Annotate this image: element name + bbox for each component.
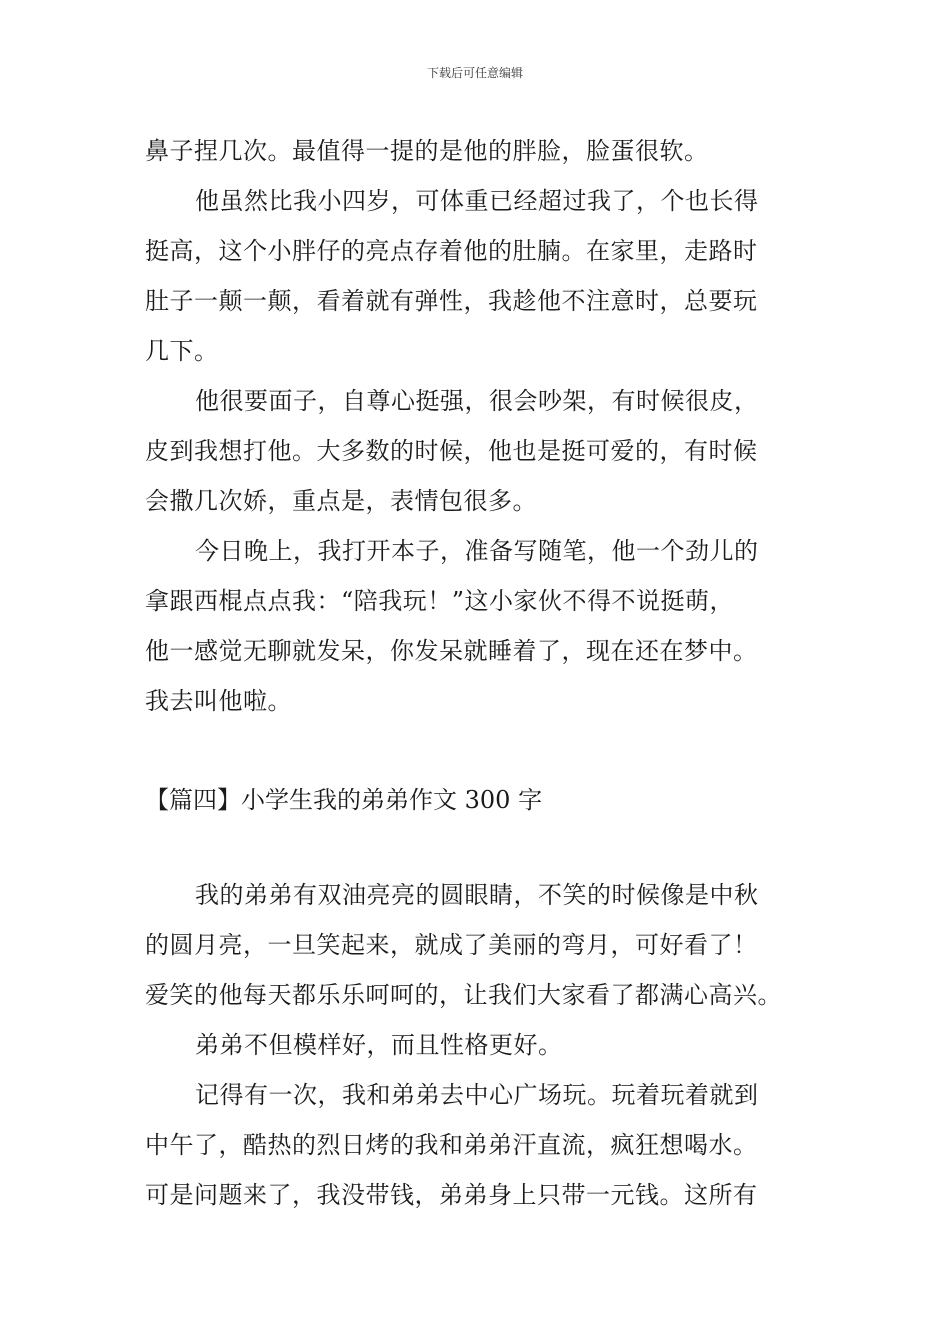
section-title: 【篇四】小学生我的弟弟作文 300 字 — [145, 786, 543, 814]
page-header-note: 下载后可任意编辑 — [426, 66, 523, 80]
text-line: 拿跟西棍点点我：“陪我玩！”这小家伙不得不说挺萌， — [145, 587, 735, 615]
text-line: 记得有一次，我和弟弟去中心广场玩。玩着玩着就到 — [195, 1081, 759, 1109]
text-line: 他很要面子，自尊心挺强，很会吵架，有时候很皮， — [195, 387, 759, 415]
essay-body-part-2 — [145, 870, 807, 1220]
text-line: 可是问题来了，我没带钱，弟弟身上只带一元钱。这所有 — [145, 1181, 758, 1209]
essay-body-part-1 — [145, 126, 807, 726]
text-line: 我去叫他啦。 — [145, 687, 292, 715]
text-line: 今日晚上，我打开本子，准备写随笔，他一个劲儿的 — [195, 537, 759, 565]
text-line: 他虽然比我小四岁，可体重已经超过我了，个也长得 — [195, 187, 759, 215]
text-line: 几下。 — [145, 337, 219, 365]
text-line: 肚子一颠一颠，看着就有弹性，我趁他不注意时，总要玩 — [145, 287, 758, 315]
text-line: 爱笑的他每天都乐乐呵呵的，让我们大家看了都满心高兴。 — [145, 981, 782, 1009]
text-line: 我的弟弟有双油亮亮的圆眼睛，不笑的时候像是中秋 — [195, 881, 759, 909]
text-line: 他一感觉无聊就发呆，你发呆就睡着了，现在还在梦中。 — [145, 637, 758, 665]
text-line: 皮到我想打他。大多数的时候，他也是挺可爱的，有时候 — [145, 437, 758, 465]
text-line: 挺高，这个小胖仔的亮点存着他的肚腩。在家里，走路时 — [145, 237, 758, 265]
text-line: 会撒几次娇，重点是，表情包很多。 — [145, 487, 537, 515]
text-line: 鼻子捏几次。最值得一提的是他的胖脸，脸蛋很软。 — [145, 137, 709, 165]
text-line: 的圆月亮，一旦笑起来，就成了美丽的弯月，可好看了！ — [145, 931, 758, 959]
text-line: 中午了，酷热的烈日烤的我和弟弟汗直流，疯狂想喝水。 — [145, 1131, 758, 1159]
text-line: 弟弟不但模样好，而且性格更好。 — [195, 1031, 563, 1059]
